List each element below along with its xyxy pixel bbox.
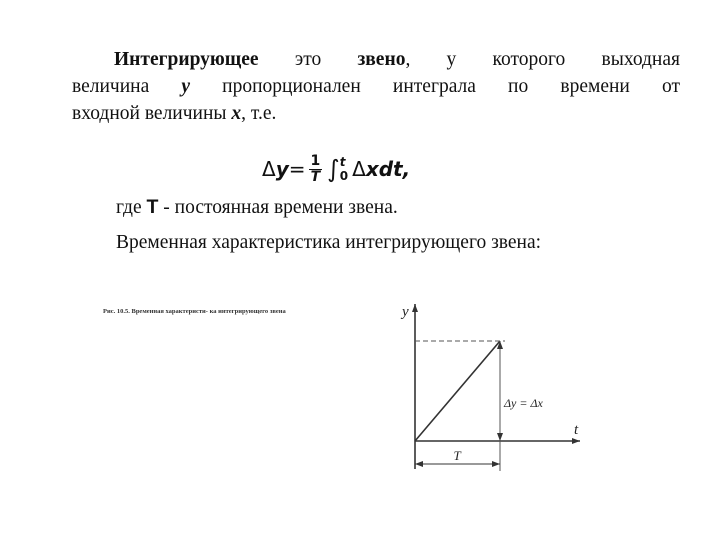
symbol-T: T [146, 196, 159, 218]
var-y: y [181, 76, 191, 97]
T-arrow-right [492, 461, 500, 467]
characteristic-heading: Временная характеристика интегрирующего звена: [116, 232, 542, 253]
formula-var-xdt: xdt [365, 157, 403, 181]
integral-sign: ∫ [327, 155, 340, 183]
term-integrating: Интегрирующее [114, 49, 259, 70]
formula-var-y: y [275, 157, 289, 181]
figure-caption [103, 307, 293, 316]
text-span: это [258, 49, 358, 70]
definition-line-2 [72, 73, 680, 100]
equals-sign: = [288, 157, 306, 181]
fraction-numerator: 1 [310, 152, 321, 169]
fraction [309, 154, 323, 185]
text-span: где [116, 197, 147, 218]
caption-text: Временная характеристи- ка интегрирующего звена [129, 308, 286, 315]
x-axis-arrow [572, 438, 580, 444]
term-link: звено [357, 49, 406, 70]
y-axis-label: y [402, 304, 409, 320]
delta-symbol: Δ [262, 157, 276, 181]
var-x: x [231, 103, 242, 124]
time-constant-line [116, 196, 398, 219]
T-arrow-left [415, 461, 423, 467]
y-axis-arrow [412, 304, 418, 312]
definition-paragraph [72, 46, 680, 127]
definition-line-1 [72, 46, 680, 73]
time-response-plot [390, 296, 590, 486]
caption-label: Рис. 10.5. [103, 308, 130, 315]
formula-comma: , [402, 157, 411, 181]
text-span: - постоянная времени звена. [158, 197, 398, 218]
lower-limit: 0 [339, 169, 349, 183]
delta-symbol: Δ [352, 157, 366, 181]
upper-limit: t [339, 155, 346, 169]
text-span: величина [72, 76, 182, 97]
fraction-denominator: T [310, 168, 321, 185]
integral-limits [340, 155, 348, 183]
text-span: входной величины [72, 103, 232, 124]
integral-formula [262, 146, 410, 192]
delta-arrow-down [497, 433, 503, 441]
x-axis-label: t [574, 422, 579, 438]
plot-svg [390, 296, 590, 486]
text-span: пропорционален интеграла по времени от [190, 76, 680, 97]
text-span: , т.е. [241, 103, 277, 124]
text-span: , у которого выходная [405, 49, 680, 70]
T-label: T [453, 448, 461, 463]
delta-arrow-up [497, 341, 503, 349]
definition-line-3 [72, 100, 680, 127]
response-line [415, 341, 500, 441]
delta-label: Δy = Δx [504, 396, 543, 410]
